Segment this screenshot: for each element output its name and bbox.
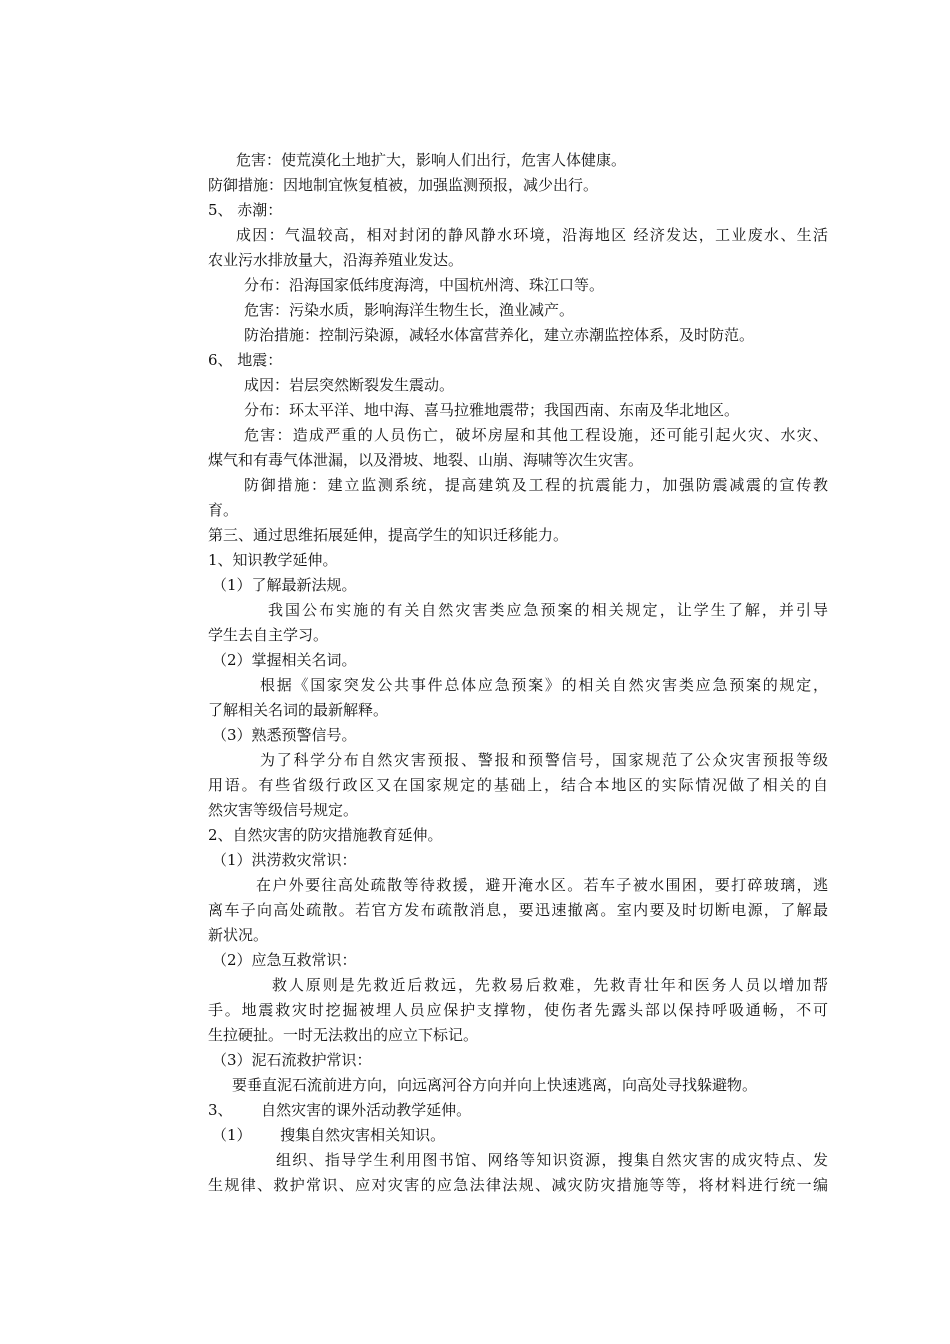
text-line: 第三、通过思维拓展延伸，提高学生的知识迁移能力。 — [208, 526, 569, 544]
text-line: 然灾害等级信号规定。 — [208, 801, 359, 819]
text-line: 生拉硬扯。一时无法救出的应立下标记。 — [208, 1026, 479, 1044]
text-line: 在户外要往高处疏散等待救援，避开淹水区。若车子被水围困，要打碎玻璃，逃 — [256, 876, 828, 894]
text-line: 农业污水排放量大，沿海养殖业发达。 — [208, 251, 464, 269]
text-line: 分布：沿海国家低纬度海湾，中国杭州湾、珠江口等。 — [244, 276, 605, 294]
text-line: （1） 搜集自然灾害相关知识。 — [212, 1126, 446, 1144]
text-line: 1、知识教学延伸。 — [208, 551, 338, 569]
text-line: 我国公布实施的有关自然灾害类应急预案的相关规定，让学生了解，并引导 — [268, 601, 828, 619]
text-line: 危害：污染水质，影响海洋生物生长，渔业减产。 — [244, 301, 575, 319]
text-line: 2、自然灾害的防灾措施教育延伸。 — [208, 826, 443, 844]
text-line: 要垂直泥石流前进方向，向远离河谷方向并向上快速逃离，向高处寻找躲避物。 — [232, 1076, 758, 1094]
text-line: 防治措施：控制污染源，减轻水体富营养化，建立赤潮监控体系，及时防范。 — [244, 326, 755, 344]
text-line: 分布：环太平洋、地中海、喜马拉雅地震带；我国西南、东南及华北地区。 — [244, 401, 740, 419]
text-line: （3）熟悉预警信号。 — [212, 726, 357, 744]
text-line: 防御措施：因地制宜恢复植被，加强监测预报，减少出行。 — [208, 176, 599, 194]
text-line: 了解相关名词的最新解释。 — [208, 701, 389, 719]
text-line: 成因：岩层突然断裂发生震动。 — [244, 376, 455, 394]
text-line: 新状况。 — [208, 926, 269, 944]
text-line: （2）应急互救常识： — [212, 951, 357, 969]
text-line: 用语。有些省级行政区又在国家规定的基础上，结合本地区的实际情况做了相关的自 — [208, 776, 828, 794]
text-line: 防御措施：建立监测系统，提高建筑及工程的抗震能力，加强防震减震的宣传教 — [244, 476, 828, 494]
text-line: 离车子向高处疏散。若官方发布疏散消息，要迅速撤离。室内要及时切断电源，了解最 — [208, 901, 828, 919]
text-line: （3）泥石流救护常识： — [212, 1051, 372, 1069]
text-line: （2）掌握相关名词。 — [212, 651, 357, 669]
text-line: 为了科学分布自然灾害预报、警报和预警信号，国家规范了公众灾害预报等级 — [260, 751, 828, 769]
text-line: （1）了解最新法规。 — [212, 576, 357, 594]
text-line: 手。地震救灾时挖掘被埋人员应保护支撑物，使伤者先露头部以保持呼吸通畅，不可 — [208, 1001, 828, 1019]
text-line: 组织、指导学生利用图书馆、网络等知识资源，搜集自然灾害的成灾特点、发 — [276, 1151, 828, 1169]
text-line: 生规律、救护常识、应对灾害的应急法律法规、减灾防灾措施等等，将材料进行统一编 — [208, 1176, 828, 1194]
text-line: 3、 自然灾害的课外活动教学延伸。 — [208, 1101, 472, 1119]
text-line: 学生去自主学习。 — [208, 626, 329, 644]
text-line: 6、 地震： — [208, 351, 283, 369]
text-line: 救人原则是先救近后救远，先救易后救难，先救青壮年和医务人员以增加帮 — [272, 976, 828, 994]
text-line: 成因：气温较高，相对封闭的静风静水环境，沿海地区 经济发达，工业废水、生活 — [236, 226, 828, 244]
text-line: 根据《国家突发公共事件总体应急预案》的相关自然灾害类应急预案的规定， — [260, 676, 828, 694]
text-line: 危害：使荒漠化土地扩大，影响人们出行，危害人体健康。 — [236, 151, 627, 169]
text-line: 危害：造成严重的人员伤亡，破坏房屋和其他工程设施，还可能引起火灾、水灾、 — [244, 426, 828, 444]
text-line: 5、 赤潮： — [208, 201, 283, 219]
text-line: 育。 — [208, 501, 239, 519]
text-line: （1）洪涝救灾常识： — [212, 851, 357, 869]
text-line: 煤气和有毒气体泄漏，以及滑坡、地裂、山崩、海啸等次生灾害。 — [208, 451, 644, 469]
